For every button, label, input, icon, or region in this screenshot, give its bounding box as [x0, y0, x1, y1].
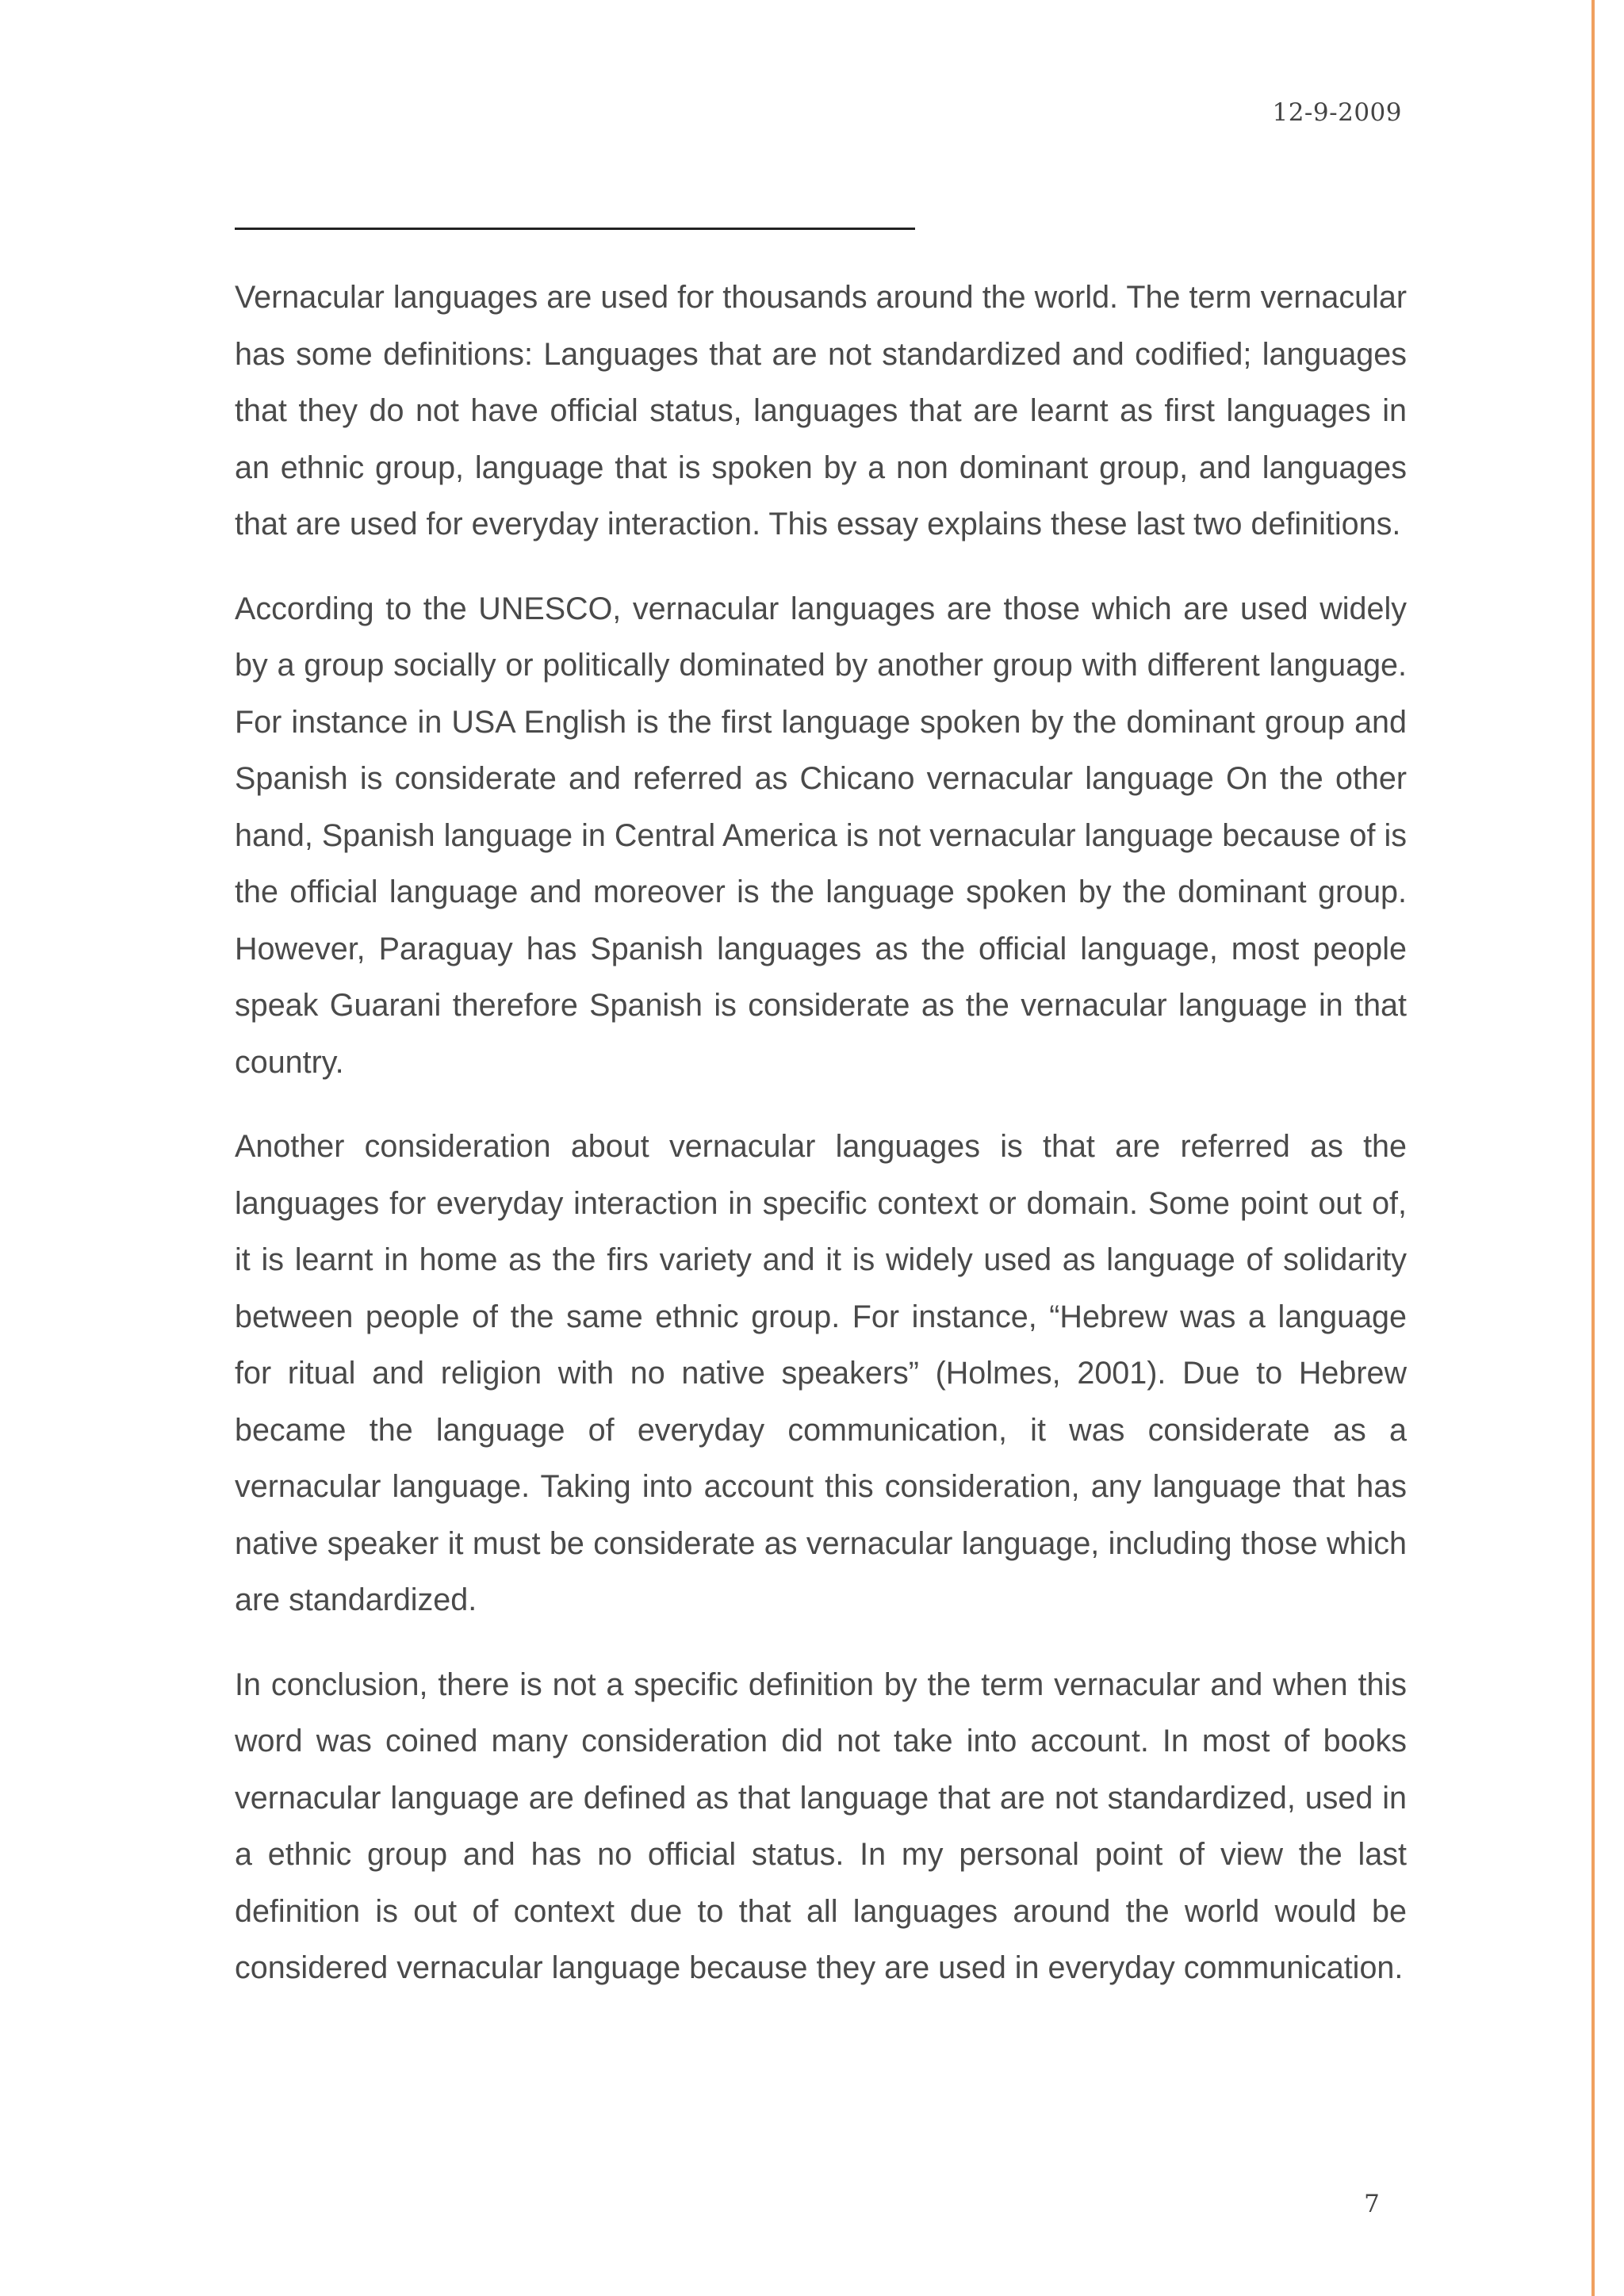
- paragraph-4: In conclusion, there is not a specific definition by the term vernacular and when this word was coined many consideration did not take into account. In most of books vernacular language are defined as that language that are not standardized, used in a ethnic group and has no official status. In my personal point of view the last definition is out of context due to that all languages around the world would be considered vernacular language because they are used in everyday communication.: [235, 1667, 1407, 1985]
- paragraph-3: Another consideration about vernacular languages is that are referred as the languages for everyday interaction in specific context or domain. Some point out of, it is learnt in home as the firs variety and it is widely used as language of solidarity between people of the same ethnic group. For instance, “Hebrew was a language for ritual and religion with no native speakers” (Holmes, 2001). Due to Hebrew became the language of everyday communication, it was considerate as a vernacular language. Taking into account this consideration, any language that has native speaker it must be considerate as vernacular language, including those which are standardized.: [235, 1129, 1407, 1617]
- paragraph-2: According to the UNESCO, vernacular languages are those which are used widely by a group socially or politically dominated by another group with different language. For instance in USA English is the first language spoken by the dominant group and Spanish is considerate and referred as Chicano vernacular language On the other hand, Spanish language in Central America is not vernacular language because of is the official language and moreover is the language spoken by the dominant group. However, Paraguay has Spanish languages as the official language, most people speak Guarani therefore Spanish is considerate as the vernacular language in that country.: [235, 591, 1407, 1080]
- page-number: 7: [1364, 2190, 1380, 2218]
- header-date: 12-9-2009: [1272, 98, 1402, 127]
- essay-body: [235, 270, 1407, 2025]
- page-edge-rule: [1591, 0, 1595, 2296]
- paragraph-1: Vernacular languages are used for thousands around the world. The term vernacular has some definitions: Languages that are not standardized and codified; languages that they do not have official status, languages that are learnt as first languages in an ethnic group, language that is spoken by a non dominant group, and languages that are used for everyday interaction. This essay explains these last two definitions.: [235, 280, 1407, 541]
- header-divider: [235, 228, 915, 230]
